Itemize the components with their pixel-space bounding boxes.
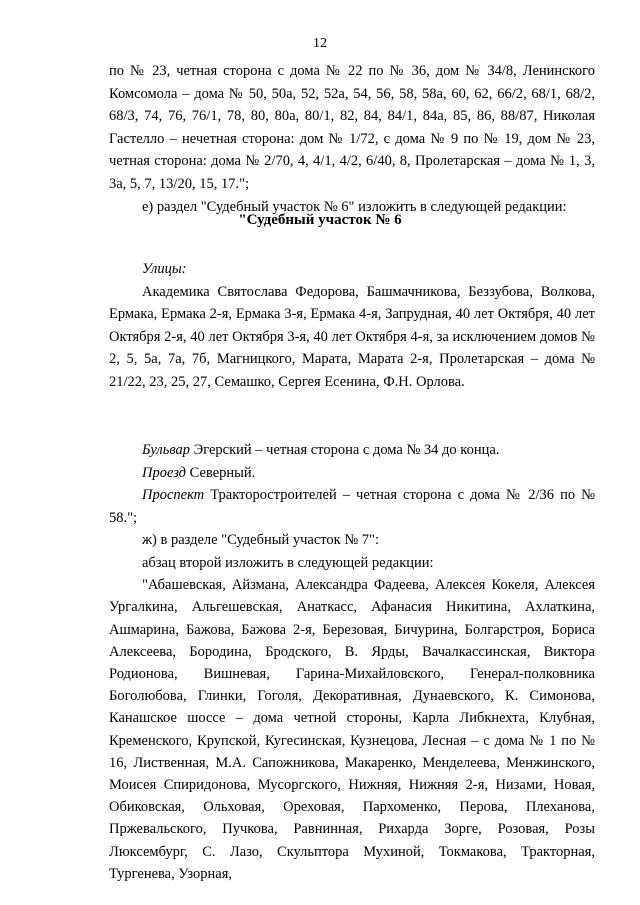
paragraph-instruction: абзац второй изложить в следующей редакции:	[142, 555, 434, 571]
streets-label	[109, 258, 595, 281]
passage-paragraph	[109, 462, 595, 485]
streets-paragraph: Академика Святослава Федорова, Башмачникова, Беззубова, Волкова, Ермака, Ермака 2-я, Ермака 3-я, Ермака 4-я, Запрудная, 40 лет Октября, 40 лет Октября 2-я, 40 лет Октября 3-я, 40 лет Октября 4-я, за исключением домов № 2, 5, 5а, 7а, 7б, Магницкого, Марата, Марата 2-я, Пролетарская – дома № 21/22, 23, 25, 27, Семашко, Сергея Есенина, Ф.Н. Орлова.	[109, 283, 595, 390]
page-number: 12	[313, 36, 327, 51]
other-addresses-block	[109, 439, 595, 552]
streets-list-paragraph: "Абашевская, Айзмана, Александра Фадеева, Алексея Кокеля, Алексея Ургалкина, Альгешевская, Анаткасс, Афанасия Никитина, Ахлаткина, Ашмарина, Бажова, Бажова 2-я, Березовая, Бичурина, Болгарстроя, Бориса Алексеева, Бородина, Бродского, В. Ярды, Вачалкассинская, Виктора Родионова, Вишневая, Гарина-Михайловского, Генерал-полковника Боголюбова, Глинки, Гоголя, Декоративная, Дунаевского, К. Симонова, Канашское шоссе – дома четной стороны, Карла Либкнехта, Клубная, Кременского, Крупской, Кугесинская, Кузнецова, Лесная – с дома № 1 по № 16, Лиственная, М.А. Сапожникова, Макаренко, Менделеева, Менжинского, Моисея Спиридонова, Мусоргского, Нижняя, Нижняя 2-я, Низами, Новая, Обиковская, Ольховая, Ореховая, Пархоменко, Перова, Плеханова, Пржевальского, Пучкова, Равнинная, Рихарда Зорге, Розовая, Розы Люксембург, С. Лазо, Скульптора Мухиной, Токмакова, Тракторная, Тургенева, Узорная,	[109, 577, 595, 882]
avenue-text: Тракторостроителей – четная сторона с дома № 2/36 по № 58.";	[109, 487, 595, 526]
item-e-paragraph: е) раздел "Судебный участок № 6" изложить в следующей редакции:	[142, 198, 567, 215]
avenue-label: Проспект	[142, 487, 205, 504]
intro-paragraph: по № 23, четная сторона с дома № 22 по № 36, дом № 34/8, Ленинского Комсомола – дома № 50, 50а, 52, 52а, 54, 56, 58, 58а, 60, 62, 66/2, 68/1, 68/2, 68/3, 74, 76, 76/1, 78, 80, 80а, 80/1, 82, 84, 84/1, 84а, 85, 86, 88/87, Николая Гастелло – нечетная сторона: дом № 1/72, с дома № 9 по № 19, дом № 23, четная сторона: дома № 2/70, 4, 4/1, 4/2, 6/40, 8, Пролетарская – дома № 1, 3, 3а, 5, 7, 13/20, 15, 17.";	[109, 63, 595, 192]
streets-block	[109, 258, 595, 394]
streets-label-text: Улицы:	[142, 261, 187, 277]
item-zh-paragraph: ж) в разделе "Судебный участок № 7":	[142, 532, 379, 549]
boulevard-paragraph	[109, 439, 595, 462]
boulevard-label: Бульвар	[142, 442, 191, 458]
section-heading: "Судебный участок № 6	[238, 212, 402, 228]
section-7-block	[109, 552, 595, 885]
avenue-paragraph	[109, 484, 595, 529]
passage-text: Северный.	[186, 464, 256, 481]
passage-label: Проезд	[142, 464, 187, 481]
boulevard-text: Эгерский – четная сторона с дома № 34 до конца.	[190, 442, 500, 458]
intro-block	[109, 60, 595, 218]
